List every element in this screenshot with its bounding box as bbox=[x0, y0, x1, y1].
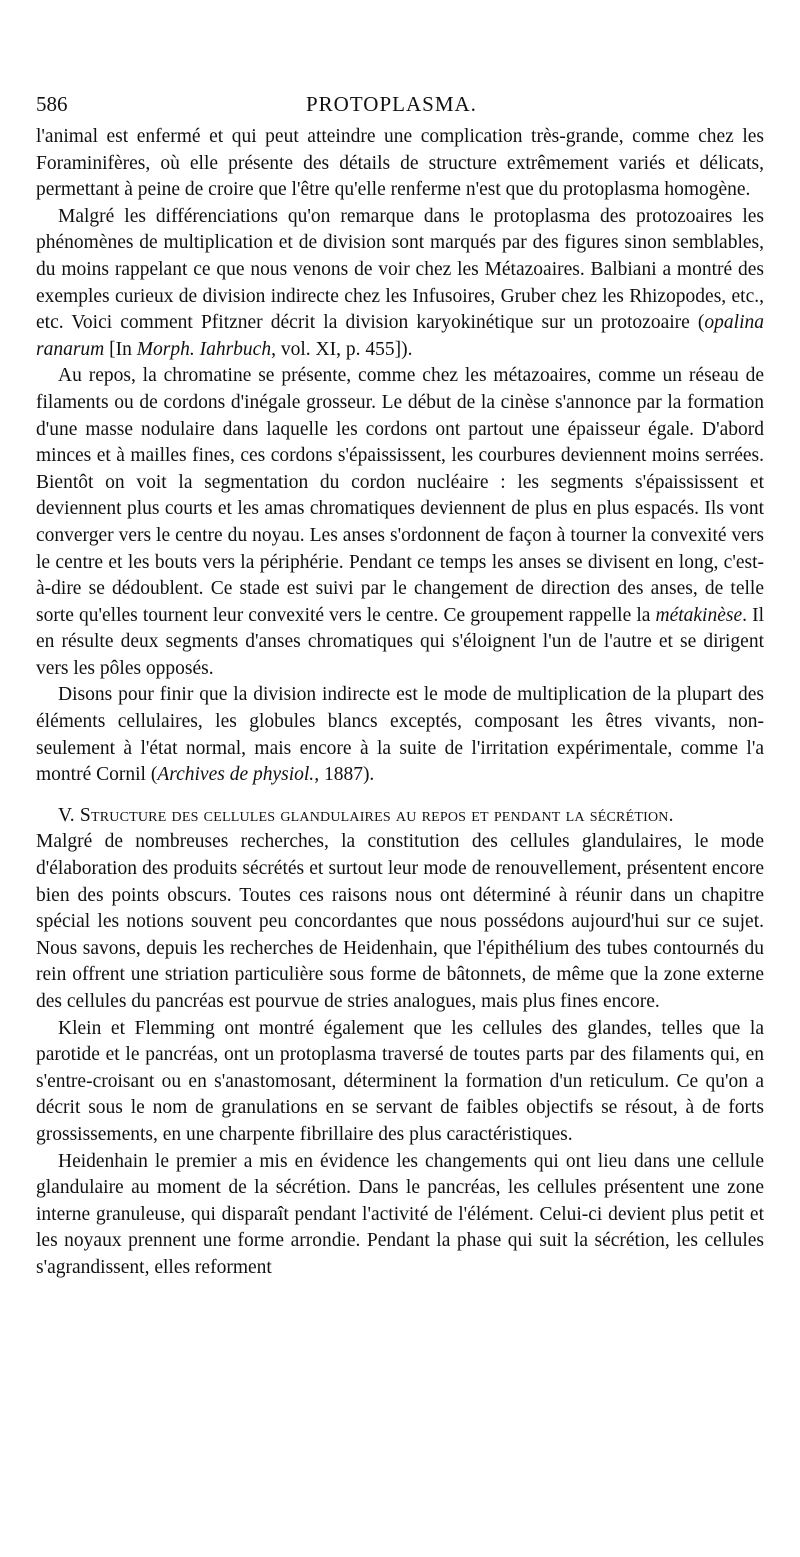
section-paragraph-1: Malgré de nombreuses recherches, la constitution des cellules glandulaires, le mode d'élaboration des produits sécrétés et surtout leur mode de renouvellement, présentent encore bien des points obscurs. Toutes ces raisons nous ont déterminé à réunir dans un chapitre spécial les notions souvent peu concordantes que nous possédons aujourd'hui sur ce sujet. Nous savons, depuis les recherches de Heidenhain, que l'épithélium des tubes contournés du rein offrent une striation particulière sous forme de bâtonnets, de même que la zone externe des cellules du pancréas est pourvue de stries analogues, mais plus fines encore. bbox=[36, 831, 764, 1012]
paragraph-2: Malgré les différenciations qu'on remarque dans le protoplasma des protozoaires les phénomènes de multiplication et de division sont marqués par des figures sinon semblables, du moins rappelant ce que nous venons de voir chez les Métazoaires. Balbiani a montré des exemples curieux de division indirecte chez les Infusoires, Gruber chez les Rhizopodes, etc., etc. Voici comment Pfitzner décrit la division karyokinétique sur un protozoaire (opalina ranarum [In Morph. Iahrbuch, vol. XI, p. 455]). bbox=[36, 205, 764, 360]
body-text bbox=[36, 124, 764, 1282]
paragraph-1: l'animal est enfermé et qui peut atteindre une complication très-grande, comme chez les Foraminifères, où elle présente des détails de structure extrêmement variés et délicats, permettant à peine de croire que l'être qu'elle renferme n'est que du protoplasma homogène. bbox=[36, 126, 764, 201]
paragraph-4: Disons pour finir que la division indirecte est le mode de multiplication de la plupart des éléments cellulaires, les globules blancs exceptés, composant les êtres vivants, non-seulement à l'état normal, mais encore à la suite de l'irritation expérimentale, comme l'a montré Cornil (Archives de physiol., 1887). bbox=[36, 684, 764, 786]
paragraph-3: Au repos, la chromatine se présente, comme chez les métazoaires, comme un réseau de filaments ou de cordons d'inégale grosseur. Le début de la cinèse s'annonce par la formation d'une masse nodulaire dans laquelle les cordons ont partout une épaisseur égale. D'abord minces et à mailles fines, ces cordons s'épaississent, les courbures deviennent moins serrées. Bientôt on voit la segmentation du cordon nucléaire : les segments s'épaississent et deviennent plus courts et les amas chromatiques deviennent de plus en plus espacés. Ils vont converger vers le centre du noyau. Les anses s'ordonnent de façon à tourner la convexité vers le centre et les bouts vers la périphérie. Pendant ce temps les anses se divisent en long, c'est-à-dire se dédoublent. Ce stade est suivi par le changement de direction des anses, de telle sorte qu'elles tournent leur convexité vers le centre. Ce groupement rappelle la métakinèse. Il en résulte deux segments d'anses chromatiques qui s'éloignent l'un de l'autre et se dirigent vers les pôles opposés. bbox=[36, 365, 764, 679]
page-header bbox=[36, 92, 764, 124]
section-heading: V. Structure des cellules glandulaires au repos et pendant la sécrétion. bbox=[58, 804, 674, 826]
section-spacer bbox=[36, 789, 764, 803]
section-paragraph-3: Heidenhain le premier a mis en évidence les changements qui ont lieu dans une cellule glandulaire au moment de la sécrétion. Dans le pancréas, les cellules présentent une zone interne granuleuse, qui disparaît pendant l'activité de l'élément. Celui-ci devient plus petit et les noyaux prennent une forme arrondie. Pendant la phase qui suit la sécrétion, les cellules s'agrandissent, elles reforment bbox=[36, 1150, 764, 1278]
running-title: PROTOPLASMA. bbox=[306, 92, 477, 116]
section-paragraph-2: Klein et Flemming ont montré également que les cellules des glandes, telles que la parotide et le pancréas, ont un protoplasma traversé de toutes parts par des filaments qui, en s'entre-croisant ou en s'anastomosant, déterminent la formation d'un reticulum. Ce qu'on a décrit sous le nom de granulations en se servant de faibles objectifs se résout, à de forts grossissements, en une charpente fibrillaire des plus caractéristiques. bbox=[36, 1017, 764, 1145]
page-number: 586 bbox=[36, 92, 68, 116]
